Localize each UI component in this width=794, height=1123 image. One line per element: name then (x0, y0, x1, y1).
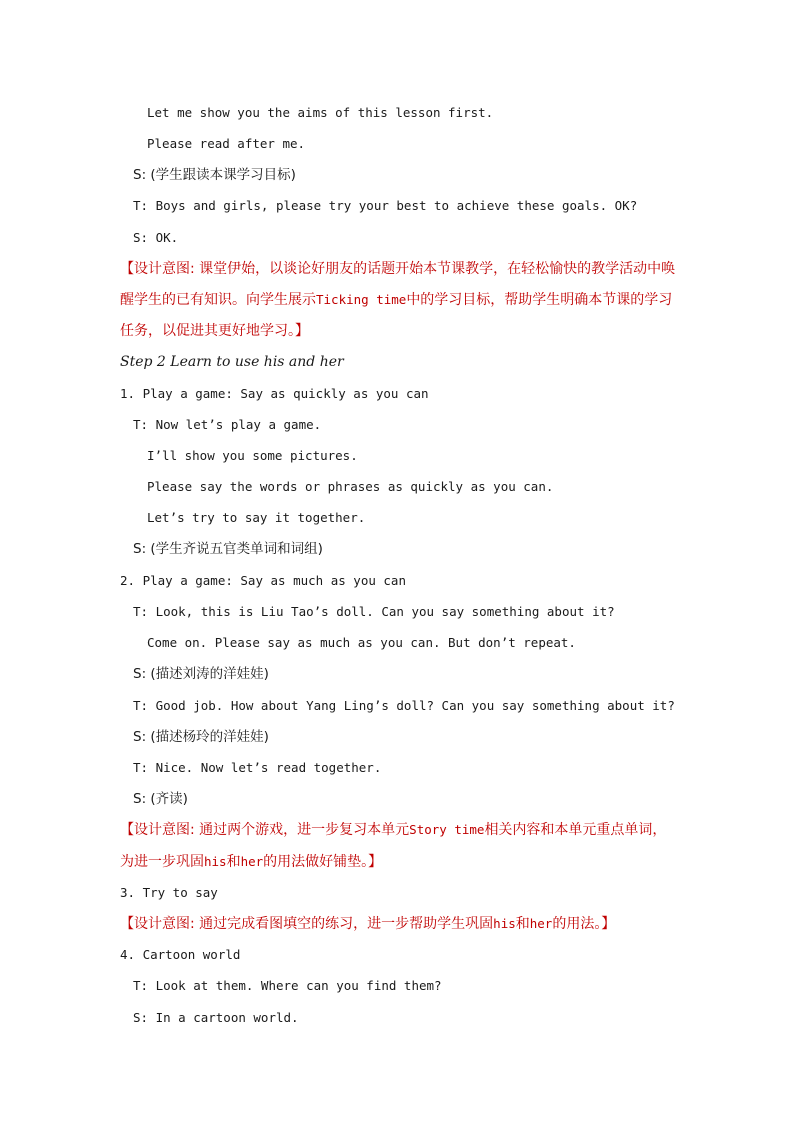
design-note-1-line2 (120, 291, 672, 309)
activity-title: 1. Play a game: Say as quickly as you can (120, 386, 429, 401)
teacher-line: T: Boys and girls, please try your best to achieve these goals. OK? (133, 198, 638, 213)
text-line: Come on. Please say as much as you can. But don’t repeat. (147, 635, 576, 650)
design-note-code: his (204, 854, 227, 869)
teacher-line: T: Look, this is Liu Tao’s doll. Can you say something about it? (133, 604, 615, 619)
teacher-line: T: Now let’s play a game. (133, 417, 322, 432)
design-note-text: 任务，以促进其更好地学习。】 (120, 323, 309, 339)
text-line: I’ll show you some pictures. (147, 448, 358, 463)
teacher-line: T: Good job. How about Yang Ling’s doll? Can you say something about it? (133, 698, 675, 713)
teacher-line: T: Nice. Now let’s read together. (133, 760, 382, 775)
design-note-1-line3 (120, 322, 309, 340)
design-note-text: 和 (515, 916, 530, 932)
design-note-1 (120, 260, 675, 278)
activity-title: 2. Play a game: Say as much as you can (120, 573, 406, 588)
student-line: S: OK. (133, 230, 179, 245)
text-line: Please say the words or phrases as quickly as you can. (147, 479, 554, 494)
design-note-text: 和 (226, 854, 241, 870)
section-heading: Step 2 Learn to use his and her (120, 354, 344, 370)
design-note-text: 的用法做好铺垫。】 (263, 854, 383, 870)
design-note-text: 为进一步巩固 (120, 854, 204, 870)
student-line: S: (学生齐说五官类单词和词组) (133, 541, 323, 557)
text-line: Let’s try to say it together. (147, 510, 366, 525)
student-line: S: (描述杨玲的洋娃娃) (133, 729, 269, 745)
design-note-text: 【设计意图: 课堂伊始，以谈论好朋友的话题开始本节课教学，在轻松愉快的教学活动中唤 (120, 261, 676, 277)
text-line: Let me show you the aims of this lesson first. (147, 105, 494, 120)
design-note-code: his (493, 916, 516, 931)
student-line: S: (描述刘涛的洋娃娃) (133, 666, 269, 682)
activity-title: 3. Try to say (120, 885, 218, 900)
student-line: S: (齐读) (133, 791, 188, 807)
design-note-text: 【设计意图: 通过两个游戏，进一步复习本单元 (120, 822, 410, 838)
design-note-code: her (529, 916, 553, 931)
design-note-3 (120, 915, 615, 933)
student-line: S: (学生跟读本课学习目标) (133, 167, 296, 183)
teacher-line: T: Look at them. Where can you find them? (133, 978, 442, 993)
text-line: Please read after me. (147, 136, 306, 151)
design-note-code: Ticking time (316, 292, 407, 307)
design-note-2-line2 (120, 853, 382, 871)
design-note-text: 相关内容和本单元重点单词， (484, 822, 667, 838)
design-note-2 (120, 821, 666, 839)
design-note-code: her (240, 854, 264, 869)
activity-title: 4. Cartoon world (120, 947, 241, 962)
student-line: S: In a cartoon world. (133, 1010, 299, 1025)
design-note-text: 【设计意图: 通过完成看图填空的练习，进一步帮助学生巩固 (120, 916, 494, 932)
design-note-text: 中的学习目标，帮助学生明确本节课的学习 (406, 292, 673, 308)
design-note-code: Story time (409, 822, 485, 837)
design-note-text: 醒学生的已有知识。向学生展示 (120, 292, 316, 308)
design-note-text: 的用法。】 (552, 916, 616, 932)
